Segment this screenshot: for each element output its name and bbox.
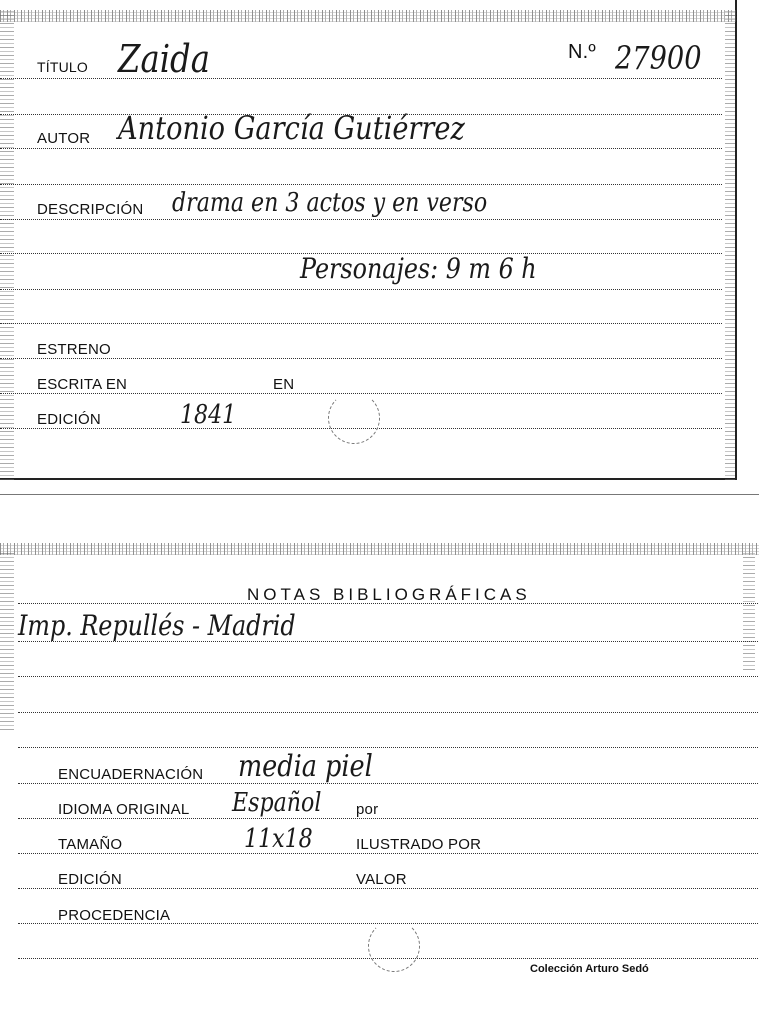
rule-line [0, 358, 722, 359]
rule-line [18, 712, 758, 713]
coleccion-credit: Colección Arturo Sedó [530, 963, 649, 975]
rule-line [0, 219, 722, 220]
card-separator [0, 494, 759, 495]
edicion-label: EDICIÓN [37, 411, 101, 428]
descripcion-value: drama en 3 actos y en verso [172, 188, 488, 218]
titulo-value: Zaida [118, 37, 210, 81]
rule-line [0, 148, 722, 149]
encuadernacion-value: media piel [238, 749, 373, 784]
tamano-label: TAMAÑO [58, 836, 123, 853]
rule-line [18, 853, 758, 854]
escrita-en-label: ESCRITA EN [37, 376, 128, 393]
rule-line [18, 818, 758, 819]
personajes-value: Personajes: 9 m 6 h [300, 252, 537, 285]
punch-hole-mark [328, 392, 380, 444]
tamano-value: 11x18 [244, 824, 313, 854]
rule-line [18, 747, 758, 748]
idioma-original-value: Español [232, 788, 322, 818]
por-label: por [356, 801, 379, 818]
card-edge-texture [0, 543, 759, 555]
numero-label: N.º [568, 41, 596, 63]
en-label: EN [273, 376, 295, 393]
autor-value: Antonio García Gutiérrez [118, 109, 465, 147]
notas-value: Imp. Repullés - Madrid [18, 609, 296, 642]
descripcion-label: DESCRIPCIÓN [37, 201, 144, 218]
card-edge-texture [0, 10, 737, 22]
rule-line [18, 888, 758, 889]
valor-label: VALOR [356, 871, 407, 888]
rule-line [0, 184, 722, 185]
card-edge-texture-left [0, 550, 14, 730]
ilustrado-por-label: ILUSTRADO POR [356, 836, 482, 853]
rule-line [0, 289, 722, 290]
idioma-original-label: IDIOMA ORIGINAL [58, 801, 190, 818]
rule-line [0, 323, 722, 324]
card-edge-texture-right [743, 550, 755, 670]
estreno-label: ESTRENO [37, 341, 111, 358]
rule-line [18, 676, 758, 677]
card-edge-texture-right [725, 10, 735, 480]
notas-bibliograficas-heading: NOTAS BIBLIOGRÁFICAS [247, 585, 531, 604]
encuadernacion-label: ENCUADERNACIÓN [58, 766, 204, 783]
autor-label: AUTOR [37, 130, 91, 147]
card-edge-texture-left [0, 10, 14, 480]
rule-line [0, 78, 722, 79]
rule-line [18, 783, 758, 784]
edicion-label-back: EDICIÓN [58, 871, 122, 888]
titulo-label: TÍTULO [37, 59, 88, 75]
numero-value: 27900 [615, 39, 702, 77]
punch-hole-mark [368, 920, 420, 972]
procedencia-label: PROCEDENCIA [58, 907, 171, 924]
edicion-value: 1841 [180, 400, 237, 430]
